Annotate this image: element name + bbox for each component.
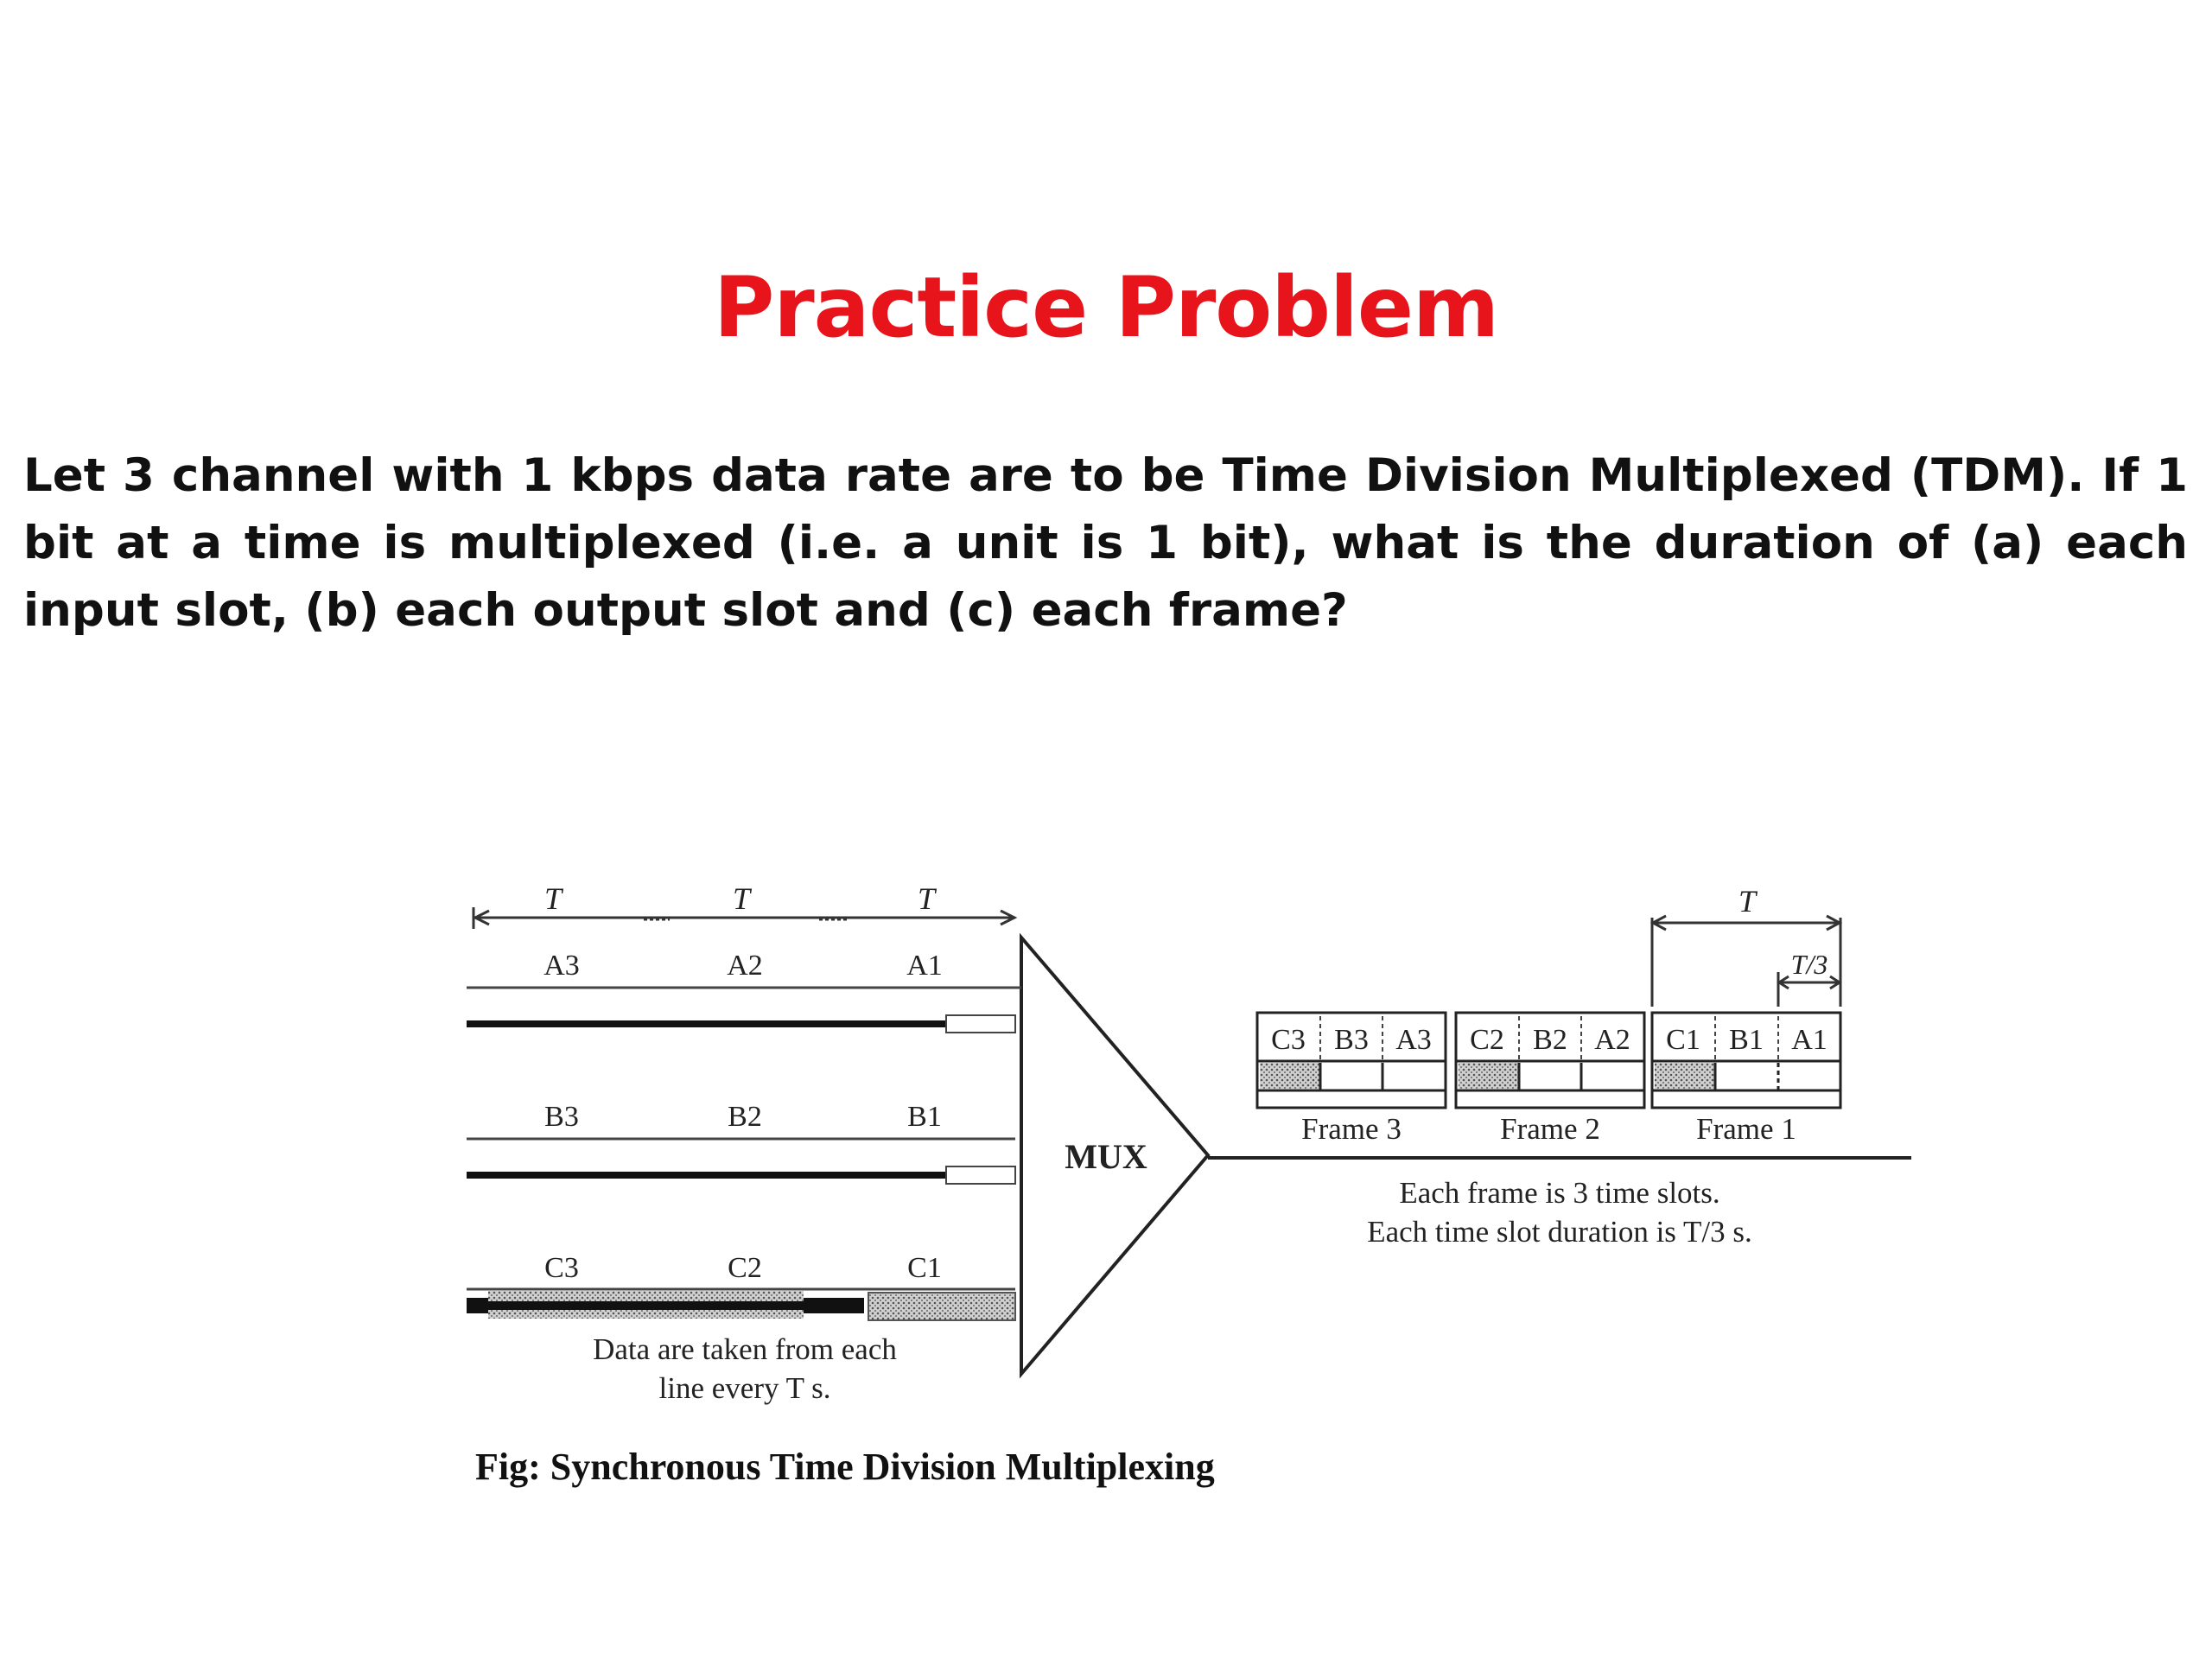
input-line-b (467, 1101, 1015, 1184)
unit-a3: A3 (543, 950, 580, 982)
unit-a1: A1 (906, 950, 943, 982)
figure-caption: Fig: Synchronous Time Division Multiplexing (475, 1446, 1215, 1488)
mux-label: MUX (1065, 1137, 1147, 1176)
frame-3-slot-a3: A3 (1395, 1024, 1432, 1056)
period-label-3: T (917, 881, 936, 916)
frame-1-slot-b1: B1 (1729, 1024, 1764, 1056)
frame-1-label: Frame 1 (1696, 1112, 1796, 1146)
period-label-1: T (543, 881, 563, 916)
slot-duration-label: T/3 (1790, 949, 1828, 980)
period-label-2: T (732, 881, 751, 916)
frame-1-slot-a1: A1 (1791, 1024, 1827, 1056)
slide-title: Practice Problem (713, 259, 1499, 356)
input-note-line1: Data are taken from each (593, 1332, 897, 1366)
problem-statement: Let 3 channel with 1 kbps data rate are to be Time Division Multiplexed (TDM). If 1 bit at a time is multiplexed (i.e. a unit is 1 bit), what is the duration of (a) each input slot, (b) each output slot and (c) each frame? (23, 449, 2188, 637)
frame-2-slot-a2: A2 (1594, 1024, 1630, 1056)
unit-c3: C3 (544, 1252, 579, 1284)
input-line-c (467, 1252, 1015, 1320)
frame-2-label: Frame 2 (1500, 1112, 1600, 1146)
output-note-line2: Each time slot duration is T/3 s. (1367, 1215, 1752, 1249)
frame-2-slot-b2: B2 (1533, 1024, 1567, 1056)
input-line-a (467, 950, 1015, 1033)
output-note-line1: Each frame is 3 time slots. (1399, 1176, 1720, 1210)
input-note-line2: line every T s. (658, 1371, 831, 1405)
frame-3-slot-b3: B3 (1334, 1024, 1369, 1056)
frame-2-slot-c2: C2 (1470, 1024, 1504, 1056)
frame-3-slot-c3: C3 (1271, 1024, 1306, 1056)
unit-a2: A2 (727, 950, 763, 982)
unit-b3: B3 (544, 1101, 579, 1133)
frame-period-label: T (1738, 884, 1757, 918)
unit-b1: B1 (907, 1101, 942, 1133)
unit-b2: B2 (728, 1101, 762, 1133)
frame-3-label: Frame 3 (1301, 1112, 1402, 1146)
frame-2 (1456, 1013, 1644, 1146)
unit-c1: C1 (907, 1252, 942, 1284)
unit-c2: C2 (728, 1252, 762, 1284)
frame-1-slot-c1: C1 (1666, 1024, 1700, 1056)
frame-1 (1652, 1013, 1840, 1146)
frame-3 (1257, 1013, 1446, 1146)
